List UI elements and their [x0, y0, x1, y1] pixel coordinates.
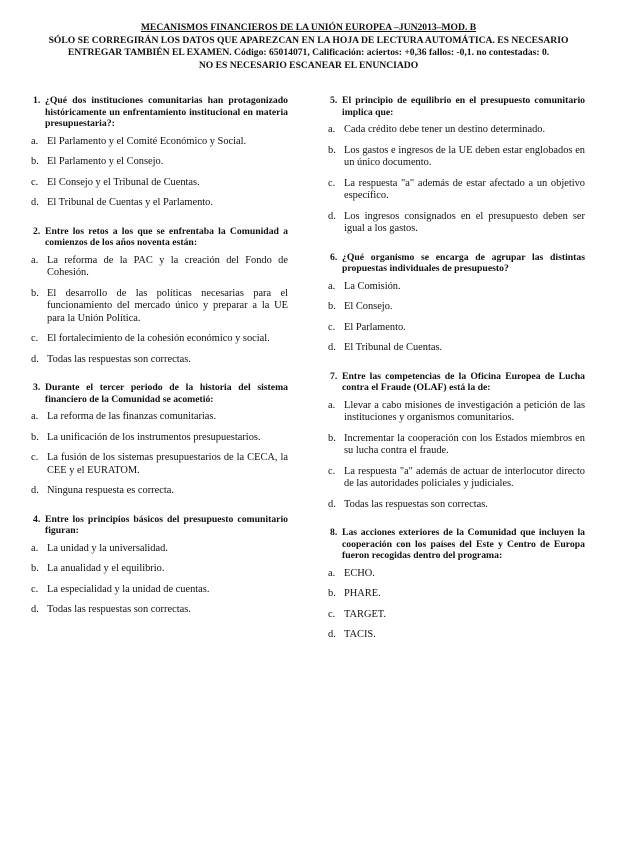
question-text: El principio de equilibrio en el presupuesto comunitario implica que:	[342, 95, 585, 118]
option-text: La reforma de las finanzas comunitarias.	[47, 411, 217, 422]
option-text: El fortalecimiento de la cohesión económico y social.	[47, 333, 270, 344]
exam-instructions-line-2: ENTREGAR TAMBIÉN EL EXAMEN. Código: 65014071, Calificación: aciertos: +0,36 fallos: -0,1. no contestadas: 0.	[67, 47, 550, 58]
answer-option	[330, 124, 585, 137]
question-text: ¿Qué organismo se encarga de agrupar las distintas propuestas individuales de presupuesto?	[342, 251, 585, 274]
option-letter: b.	[31, 287, 39, 299]
question-number: 1.	[33, 95, 41, 106]
answer-option	[330, 588, 585, 601]
option-text: La fusión de los sistemas presupuestarios de la CECA, la CEE y el EURATOM.	[47, 452, 288, 476]
option-letter: c.	[31, 176, 39, 188]
option-text: El Consejo.	[344, 301, 393, 312]
option-letter: d.	[328, 342, 336, 353]
question-number: 4.	[33, 513, 41, 525]
option-letter: c.	[31, 333, 39, 344]
option-letter: c.	[31, 583, 39, 595]
answer-option	[330, 342, 585, 355]
question-stem	[33, 382, 288, 405]
exam-instructions-line-1: SÓLO SE CORREGIRÁN LOS DATOS QUE APAREZCAN EN LA HOJA DE LECTURA AUTOMÁTICA. ES NECESARIO	[48, 34, 569, 46]
question-number: 7.	[330, 370, 338, 382]
option-letter: d.	[328, 210, 336, 222]
option-letter: b.	[328, 432, 336, 444]
option-text: La respuesta "a" además de estar afectado a un objetivo específico.	[344, 177, 585, 201]
answer-option	[33, 156, 288, 169]
question-5	[330, 95, 585, 236]
answer-option	[33, 604, 288, 617]
option-letter: a.	[31, 135, 39, 147]
option-text: Incrementar la cooperación con los Estados miembros en su lucha contra el fraude.	[344, 432, 585, 456]
option-letter: d.	[328, 498, 336, 510]
answer-option	[330, 499, 585, 512]
option-text: El Consejo y el Tribunal de Cuentas.	[47, 176, 200, 188]
answer-option	[330, 178, 585, 203]
right-column	[330, 95, 585, 658]
question-stem	[33, 514, 288, 537]
option-text: La unificación de los instrumentos presupuestarios.	[47, 431, 261, 443]
answer-option	[33, 485, 288, 498]
option-letter: b.	[31, 431, 39, 443]
option-letter: b.	[31, 563, 39, 574]
answer-option	[330, 281, 585, 294]
question-8	[330, 527, 585, 642]
answer-option	[330, 400, 585, 425]
answer-option	[33, 563, 288, 576]
question-1	[33, 95, 288, 210]
answer-option	[33, 197, 288, 210]
option-text: El Parlamento y el Comité Económico y Social.	[47, 135, 247, 147]
option-text: Llevar a cabo misiones de investigación a petición de las instituciones y organismos comunitarios.	[344, 399, 585, 423]
option-letter: c.	[31, 452, 39, 463]
answer-option	[330, 211, 585, 236]
option-text: La especialidad y la unidad de cuentas.	[47, 583, 210, 595]
option-letter: a.	[328, 399, 336, 411]
option-letter: a.	[31, 254, 39, 266]
option-text: El Parlamento.	[344, 321, 406, 333]
question-3	[33, 382, 288, 498]
option-text: Los ingresos consignados en el presupuesto deben ser igual a los gastos.	[344, 210, 585, 234]
option-text: Cada crédito debe tener un destino determinado.	[344, 124, 546, 135]
option-letter: d.	[31, 485, 39, 496]
question-7	[330, 371, 585, 512]
option-letter: c.	[328, 608, 336, 620]
question-stem	[33, 95, 288, 130]
answer-option	[33, 288, 288, 326]
question-text: Entre los retos a los que se enfrentaba la Comunidad a comienzos de los años noventa están:	[45, 225, 288, 248]
option-letter: a.	[328, 124, 336, 135]
answer-option	[330, 433, 585, 458]
option-text: El Parlamento y el Consejo.	[47, 156, 164, 167]
option-letter: c.	[328, 465, 336, 477]
question-2	[33, 226, 288, 367]
option-text: El Tribunal de Cuentas y el Parlamento.	[47, 197, 213, 208]
option-letter: b.	[31, 156, 39, 167]
option-letter: c.	[328, 321, 336, 333]
option-letter: a.	[328, 567, 336, 579]
question-text: Entre los principios básicos del presupuesto comunitario figuran:	[45, 513, 288, 536]
option-text: PHARE.	[344, 588, 381, 599]
question-number: 6.	[330, 251, 338, 263]
question-stem	[330, 95, 585, 118]
answer-option	[330, 466, 585, 491]
option-letter: d.	[328, 629, 336, 640]
option-letter: d.	[31, 197, 39, 208]
question-text: ¿Qué dos instituciones comunitarias han protagonizado históricamente un enfrentamiento institucional en materia presupuestaria?:	[45, 95, 288, 129]
question-number: 5.	[330, 95, 338, 106]
exam-title: MECANISMOS FINANCIEROS DE LA UNIÓN EUROPEA –JUN2013–MOD. B	[140, 22, 477, 33]
option-text: ECHO.	[344, 567, 375, 579]
option-text: La Comisión.	[344, 280, 401, 292]
answer-option	[330, 322, 585, 335]
answer-option	[330, 301, 585, 314]
question-text: Durante el tercer periodo de la historia del sistema financiero de la Comunidad se acometió:	[45, 382, 288, 405]
question-4	[33, 514, 288, 617]
option-letter: a.	[328, 280, 336, 292]
answer-option	[33, 543, 288, 556]
option-letter: a.	[31, 411, 39, 422]
exam-header	[10, 22, 607, 72]
question-stem	[330, 252, 585, 275]
option-text: La reforma de la PAC y la creación del Fondo de Cohesión.	[47, 254, 288, 278]
answer-option	[330, 568, 585, 581]
option-text: TARGET.	[344, 608, 386, 620]
answer-option	[33, 584, 288, 597]
option-text: El Tribunal de Cuentas.	[344, 342, 443, 353]
question-number: 3.	[33, 382, 41, 393]
option-text: La anualidad y el equilibrio.	[47, 563, 165, 574]
option-letter: d.	[31, 604, 39, 615]
answer-option	[33, 136, 288, 149]
option-text: Todas las respuestas son correctas.	[344, 498, 488, 510]
question-number: 8.	[330, 527, 338, 538]
question-stem	[33, 226, 288, 249]
option-text: La unidad y la universalidad.	[47, 542, 168, 554]
question-number: 2.	[33, 225, 41, 237]
option-letter: a.	[31, 542, 39, 554]
question-text: Las acciones exteriores de la Comunidad que incluyen la cooperación con los países del Este y Centro de Europa fueron recogidas dentro del programa:	[342, 527, 585, 561]
option-letter: b.	[328, 301, 336, 312]
option-letter: b.	[328, 588, 336, 599]
answer-option	[330, 145, 585, 170]
option-letter: b.	[328, 144, 336, 156]
option-letter: c.	[328, 177, 336, 189]
answer-option	[330, 609, 585, 622]
answer-option	[330, 629, 585, 642]
question-stem	[330, 527, 585, 562]
option-text: La respuesta "a" además de actuar de interlocutor directo de las autoridades policiales y judiciales.	[344, 465, 585, 489]
exam-instructions-line-3: NO ES NECESARIO ESCANEAR EL ENUNCIADO	[198, 59, 419, 71]
answer-option	[33, 411, 288, 424]
answer-option	[33, 333, 288, 346]
option-text: Los gastos e ingresos de la UE deben estar englobados en un único documento.	[344, 144, 585, 168]
option-letter: d.	[31, 353, 39, 365]
answer-option	[33, 432, 288, 445]
option-text: Todas las respuestas son correctas.	[47, 353, 191, 365]
option-text: TACIS.	[344, 629, 376, 640]
answer-option	[33, 452, 288, 477]
option-text: Todas las respuestas son correctas.	[47, 604, 191, 615]
answer-option	[33, 354, 288, 367]
left-column	[33, 95, 288, 633]
question-text: Entre las competencias de la Oficina Europea de Lucha contra el Fraude (OLAF) está la de:	[342, 370, 585, 393]
option-text: Ninguna respuesta es correcta.	[47, 485, 174, 496]
question-6	[330, 252, 585, 355]
option-text: El desarrollo de las políticas necesarias para el funcionamiento del mercado único y preparar a la UE para la Unión Política.	[47, 287, 288, 324]
question-stem	[330, 371, 585, 394]
answer-option	[33, 177, 288, 190]
answer-option	[33, 255, 288, 280]
